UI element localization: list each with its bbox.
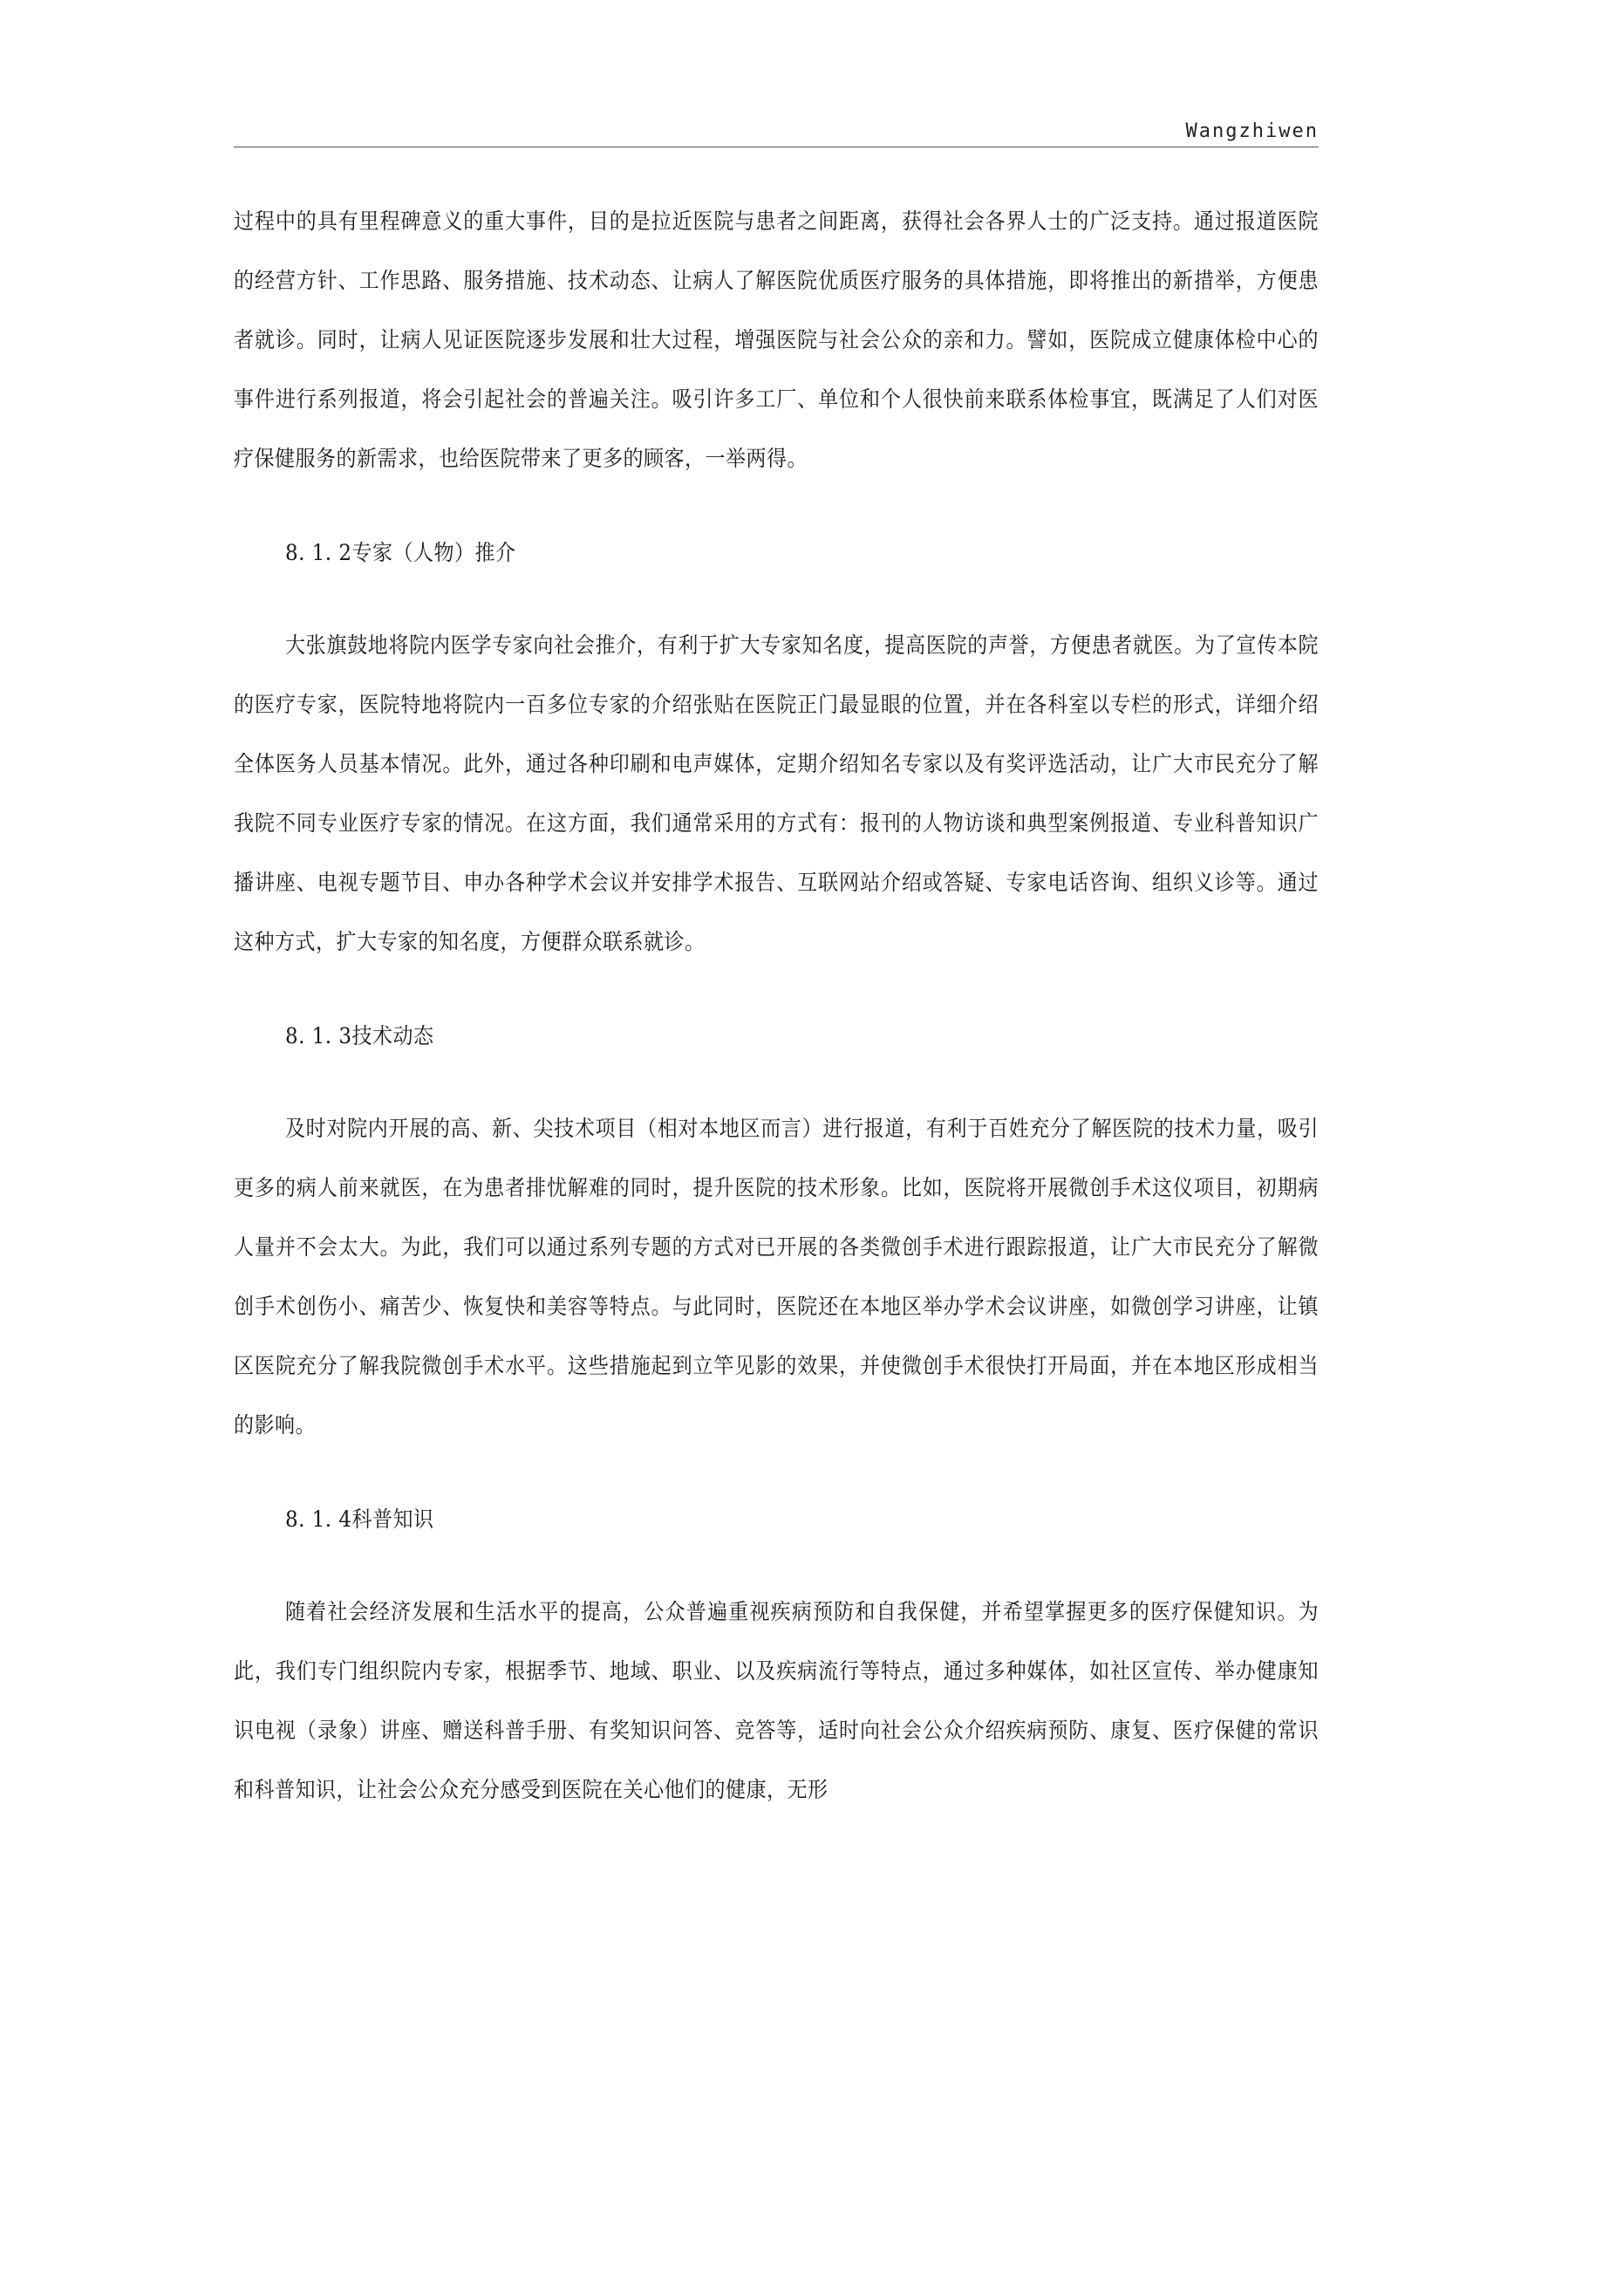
spacer: [234, 972, 1319, 1010]
section-heading-8-1-4: 8. 1. 4科普知识: [284, 1507, 434, 1532]
section-paragraph-8-1-4: 随着社会经济发展和生活水平的提高，公众普遍重视疾病预防和自我保健，并希望掌握更多的医疗保健知识。为此，我们专门组织院内专家，根据季节、地域、职业、以及疾病流行等特点，通过多种媒体，如社区宣传、举办健康知识电视（录象）讲座、赠送科普手册、有奖知识问答、竞答等，适时向社会公众介绍疾病预防、康复、医疗保健的常识和科普知识，让社会公众充分感受到医院在关心他们的健康，无形: [234, 1599, 1320, 1802]
section-paragraph-8-1-3: 及时对院内开展的高、新、尖技术项目（相对本地区而言）进行报道，有利于百姓充分了解医院的技术力量，吸引更多的病人前来就医，在为患者排忧解难的同时，提升医院的技术形象。比如，医院将开展微创手术这仪项目，初期病人量并不会太大。为此，我们可以通过系列专题的方式对已开展的各类微创手术进行跟踪报道，让广大市民充分了解微创手术创伤小、痛苦少、恢复快和美容等特点。与此同时，医院还在本地区举办学术会议讲座，如微创学习讲座，让镇区医院充分了解我院微创手术水平。这些措施起到立竿见影的效果，并使微创手术很快打开局面，并在本地区形成相当的影响。: [234, 1116, 1320, 1438]
spacer: [234, 579, 1319, 616]
spacer: [234, 1546, 1319, 1582]
page-header: [234, 117, 1319, 147]
section-heading-8-1-3: 8. 1. 3技术动态: [284, 1023, 434, 1049]
section-paragraph-8-1-2: 大张旗鼓地将院内医学专家向社会推介，有利于扩大专家知名度，提高医院的声誉，方便患者就医。为了宣传本院的医疗专家，医院特地将院内一百多位专家的介绍张贴在医院正门最显眼的位置，并在各科室以专栏的形式，详细介绍全体医务人员基本情况。此外，通过各种印刷和电声媒体，定期介绍知名专家以及有奖评选活动，让广大市民充分了解我院不同专业医疗专家的情况。在这方面，我们通常采用的方式有：报刊的人物访谈和典型案例报道、专业科普知识广播讲座、电视专题节目、申办各种学术会议并安排学术报告、互联网站介绍或答疑、专家电话咨询、组织义诊等。通过这种方式，扩大专家的知名度，方便群众联系就诊。: [234, 632, 1320, 954]
spacer: [234, 1455, 1319, 1493]
section-heading-8-1-2: 8. 1. 2专家（人物）推介: [284, 540, 516, 565]
intro-paragraph: 过程中的具有里程碑意义的重大事件，目的是拉近医院与患者之间距离，获得社会各界人士的广泛支持。通过报道医院的经营方针、工作思路、服务措施、技术动态、让病人了解医院优质医疗服务的具体措施，即将推出的新措举，方便患者就诊。同时，让病人见证医院逐步发展和壮大过程，增强医院与社会公众的亲和力。譬如，医院成立健康体检中心的事件进行系列报道，将会引起社会的普遍关注。吸引许多工厂、单位和个人很快前来联系体检事宜，既满足了人们对医疗保健服务的新需求，也给医院带来了更多的顾客，一举两得。: [234, 208, 1320, 471]
spacer: [234, 489, 1319, 527]
spacer: [234, 1063, 1319, 1099]
document-body: [234, 192, 1319, 1820]
header-author: Wangzhiwen: [1185, 120, 1319, 142]
